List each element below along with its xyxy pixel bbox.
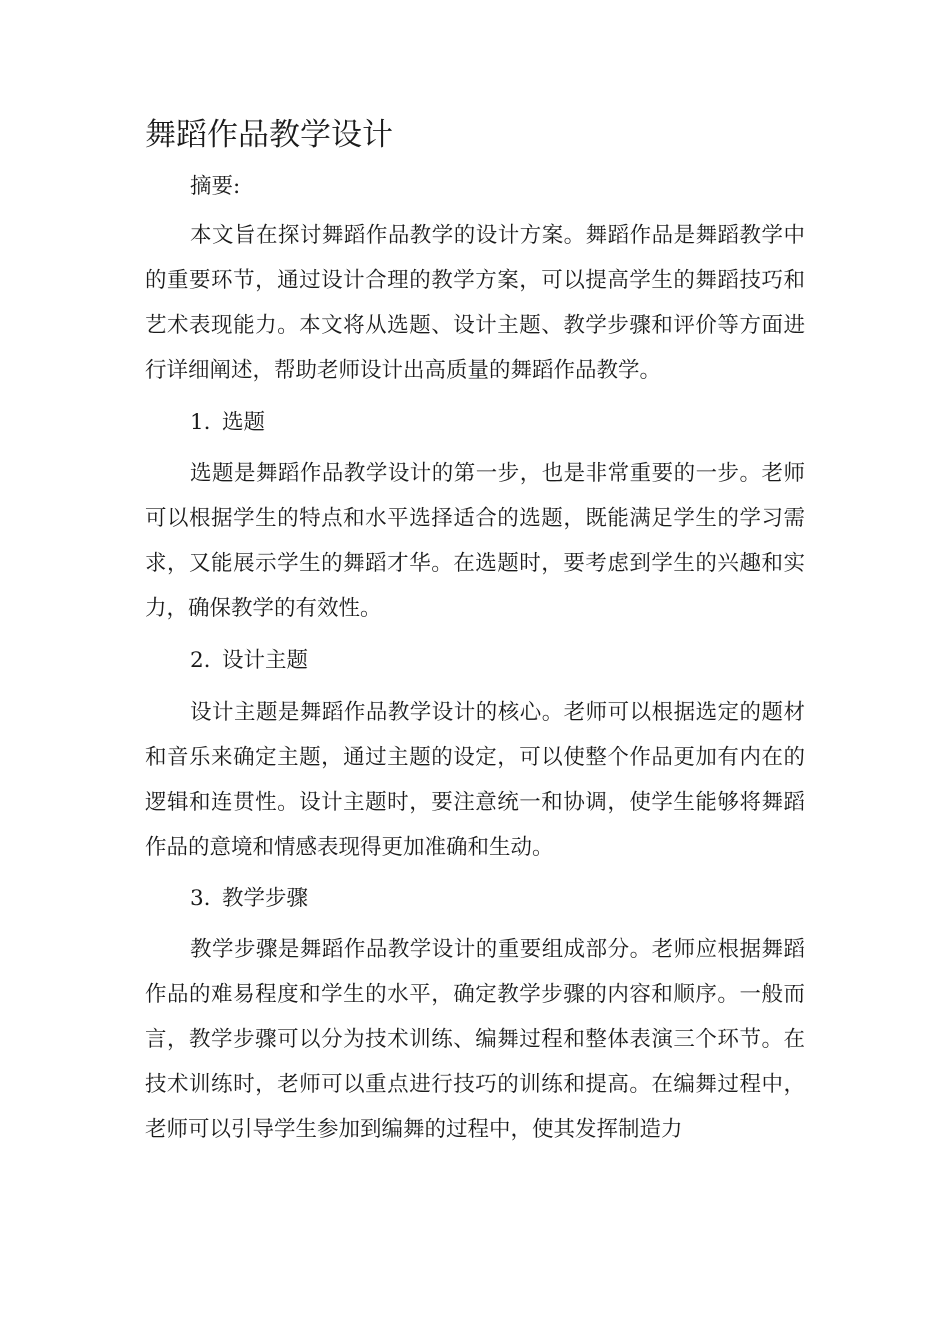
section-paragraph-1: 选题是舞蹈作品教学设计的第一步，也是非常重要的一步。老师可以根据学生的特点和水平选择适合的选题，既能满足学生的学习需求，又能展示学生的舞蹈才华。在选题时，要考虑到学生的兴趣和实力，确保教学的有效性。 xyxy=(145,461,805,621)
section-title: 选题 xyxy=(222,410,266,435)
document-title: 舞蹈作品教学设计 xyxy=(145,117,393,153)
section-number: 1. xyxy=(190,410,211,435)
section-number: 2. xyxy=(190,648,211,673)
section-number: 3. xyxy=(190,886,211,911)
section-title: 设计主题 xyxy=(222,648,309,673)
section-paragraph-3: 教学步骤是舞蹈作品教学设计的重要组成部分。老师应根据舞蹈作品的难易程度和学生的水平，确定教学步骤的内容和顺序。一般而言，教学步骤可以分为技术训练、编舞过程和整体表演三个环节。在技术训练时，老师可以重点进行技巧的训练和提高。在编舞过程中，老师可以引导学生参加到编舞的过程中，使其发挥制造力 xyxy=(145,937,805,1142)
section-title: 教学步骤 xyxy=(222,886,309,911)
section-heading-2 xyxy=(190,638,308,683)
section-paragraph-2: 设计主题是舞蹈作品教学设计的核心。老师可以根据选定的题材和音乐来确定主题，通过主题的设定，可以使整个作品更加有内在的逻辑和连贯性。设计主题时，要注意统一和协调，使学生能够将舞蹈作品的意境和情感表现得更加准确和生动。 xyxy=(145,700,805,860)
section-heading-3 xyxy=(190,876,308,921)
abstract-label: 摘要: xyxy=(190,174,241,199)
abstract-paragraph: 本文旨在探讨舞蹈作品教学的设计方案。舞蹈作品是舞蹈教学中的重要环节，通过设计合理的教学方案，可以提高学生的舞蹈技巧和艺术表现能力。本文将从选题、设计主题、教学步骤和评价等方面进行详细阐述，帮助老师设计出高质量的舞蹈作品教学。 xyxy=(145,223,805,383)
section-heading-1 xyxy=(190,400,265,445)
